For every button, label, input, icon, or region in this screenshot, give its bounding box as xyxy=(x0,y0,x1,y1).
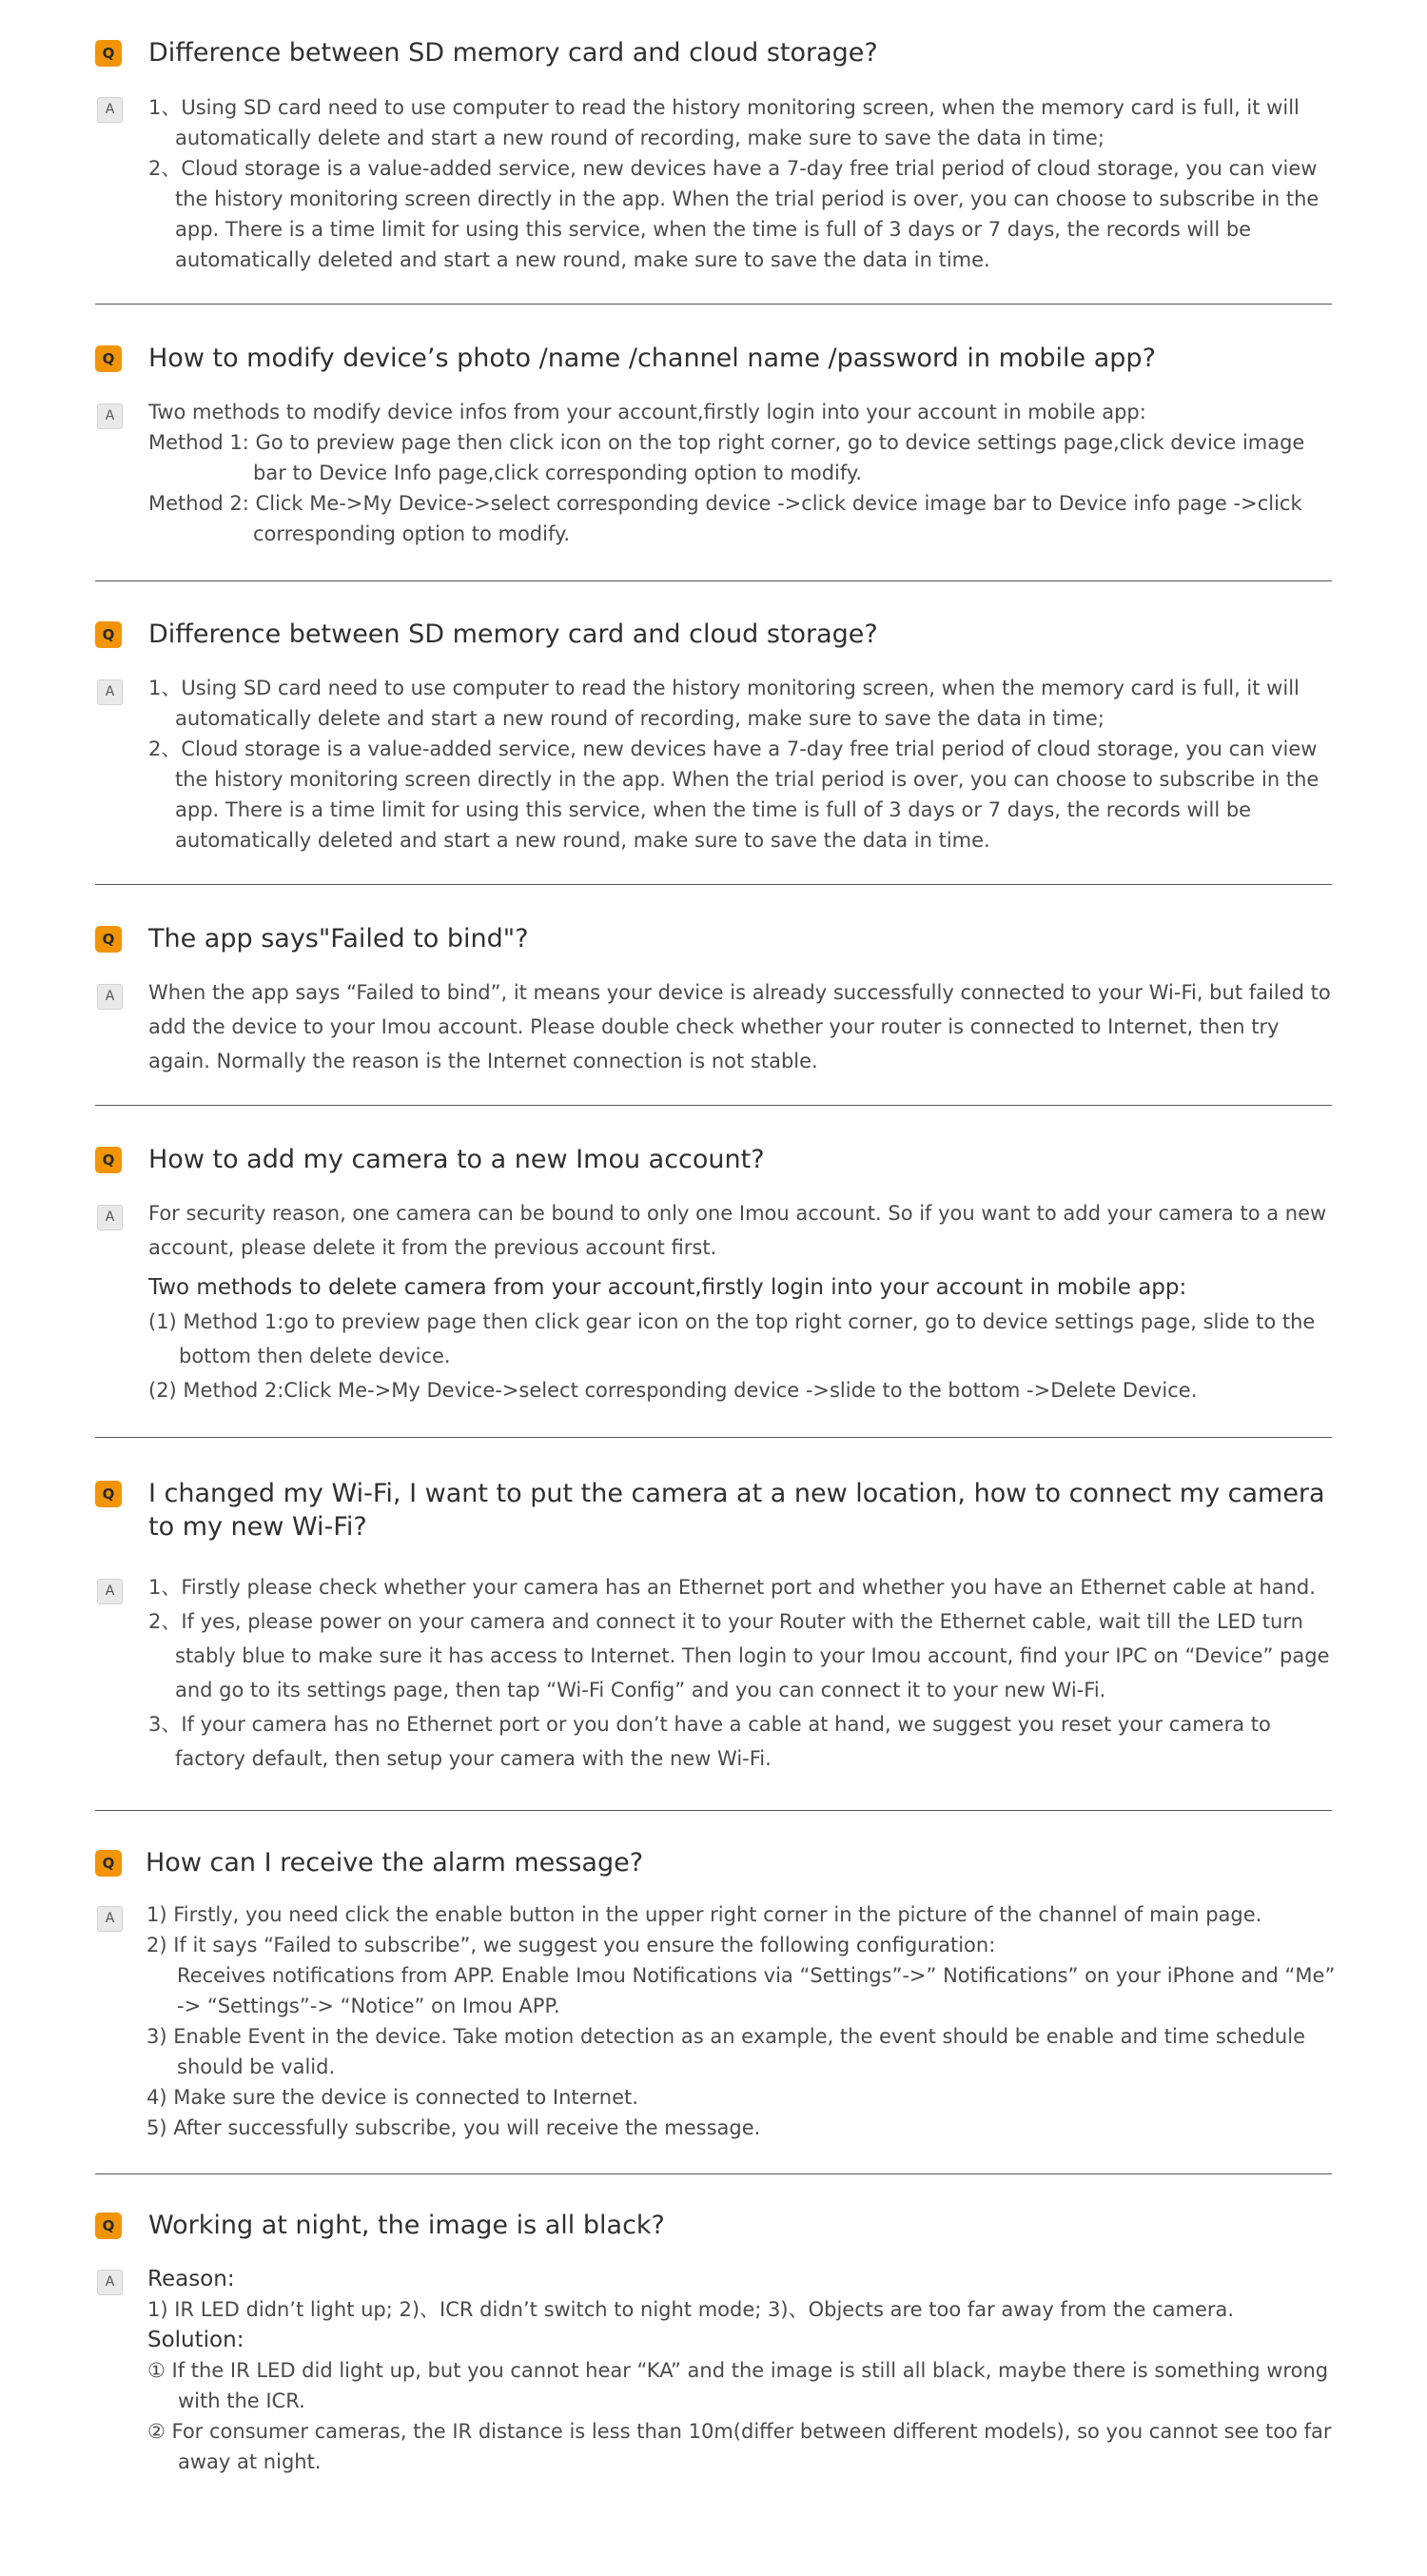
question-text: How to add my camera to a new Imou account? xyxy=(148,1145,765,1174)
answer-badge: A xyxy=(97,679,123,705)
answer-line: 2、Cloud storage is a value-added service, new devices have a 7-day free trial period of cloud storage, you can view the history monitoring screen directly in the app. When the trial period is over, you can choose to subscribe in the app. There is a time limit for using this service, when the time is full of 3 days or 7 days, the records will be automatically deleted and start a new round, make sure to save the data in time. xyxy=(148,157,1319,271)
answer-line: 1、Using SD card need to use computer to read the history monitoring screen, when the memory card is full, it will automatically delete and start a new round of recording, make sure to save the data in time; xyxy=(148,677,1300,730)
question-text: How can I receive the alarm message? xyxy=(146,1848,644,1878)
question-badge: Q xyxy=(95,926,122,953)
answer-body xyxy=(148,1196,1342,1407)
question-row xyxy=(95,2212,1332,2251)
question-text: The app says"Failed to bind"? xyxy=(148,924,529,954)
answer-line: When the app says “Failed to bind”, it means your device is already successfully connected to your Wi-Fi, but failed to add the device to your Imou account. Please double check whether your router is connected to Internet, then try again. Normally the reason is the Internet connection is not stable. xyxy=(148,981,1331,1072)
answer-badge: A xyxy=(97,2270,123,2295)
answer-badge: A xyxy=(97,1906,123,1932)
answer-line: 2、If yes, please power on your camera and connect it to your Router with the Ethernet cable, wait till the LED turn stably blue to make sure it has access to Internet. Then login to your Imou account, find your IPC on “Device” page and go to its settings page, then tap “Wi-Fi Config” and you can connect it to your new Wi-Fi. xyxy=(148,1610,1330,1701)
question-text: Difference between SD memory card and cloud storage? xyxy=(148,619,878,649)
section-divider xyxy=(95,1437,1332,1438)
answer-line: ① If the IR LED did light up, but you cannot hear “KA” and the image is still all black, maybe there is something wrong with the ICR. xyxy=(147,2359,1329,2412)
section-divider xyxy=(95,1810,1332,1811)
answer-line: Method 2: Click Me->My Device->select corresponding device ->click device image bar to Device info page ->click corresponding option to modify. xyxy=(148,492,1302,545)
question-row xyxy=(95,345,1332,383)
section-divider xyxy=(95,304,1332,305)
question-badge: Q xyxy=(95,1481,122,1507)
answer-line: 1) Firstly, you need click the enable button in the upper right corner in the picture of the channel of main page. xyxy=(147,1903,1262,1926)
question-row xyxy=(95,1147,1332,1185)
answer-body xyxy=(148,1570,1342,1776)
question-row xyxy=(95,40,1332,78)
answer-line: 5) After successfully subscribe, you will receive the message. xyxy=(147,2116,761,2139)
question-text: How to modify device’s photo /name /channel name /password in mobile app? xyxy=(148,344,1156,373)
answer-line: Receives notifications from APP. Enable Imou Notifications via “Settings”->” Notifications” on your iPhone and “Me” -> “Settings”-> “Notice” on Imou APP. xyxy=(177,1964,1336,2017)
answer-body xyxy=(148,975,1342,1078)
answer-body xyxy=(148,673,1342,855)
answer-subheading: Two methods to delete camera from your account,firstly login into your account in mobile app: xyxy=(148,1275,1187,1300)
answer-badge: A xyxy=(97,97,123,123)
answer-body xyxy=(148,92,1342,275)
section-divider xyxy=(95,884,1332,885)
question-badge: Q xyxy=(95,1850,122,1877)
answer-line: 1、Firstly please check whether your camera has an Ethernet port and whether you have an Ethernet cable at hand. xyxy=(148,1576,1316,1599)
answer-line: 2) If it says “Failed to subscribe”, we suggest you ensure the following configuration: xyxy=(147,1934,996,1957)
question-row xyxy=(95,1850,1332,1888)
question-row xyxy=(95,621,1332,659)
answer-line: For security reason, one camera can be bound to only one Imou account. So if you want to add your camera to a new account, please delete it from the previous account first. xyxy=(148,1202,1327,1259)
question-badge: Q xyxy=(95,1147,122,1173)
answer-body xyxy=(148,397,1342,549)
answer-line: (1) Method 1:go to preview page then click gear icon on the top right corner, go to device settings page, slide to the bottom then delete device. xyxy=(148,1310,1316,1367)
question-text: Difference between SD memory card and cloud storage? xyxy=(148,38,878,68)
answer-line: Two methods to modify device infos from your account,firstly login into your account in mobile app: xyxy=(148,401,1146,423)
answer-line: 4) Make sure the device is connected to Internet. xyxy=(147,2086,638,2109)
question-badge: Q xyxy=(95,2212,122,2239)
answer-line: (2) Method 2:Click Me->My Device->select corresponding device ->slide to the bottom ->Delete Device. xyxy=(148,1379,1198,1402)
answer-line: 1、Using SD card need to use computer to read the history monitoring screen, when the memory card is full, it will automatically delete and start a new round of recording, make sure to save the data in time; xyxy=(148,96,1300,149)
answer-badge: A xyxy=(97,1579,123,1604)
section-divider xyxy=(95,2173,1332,2174)
answer-line: ② For consumer cameras, the IR distance is less than 10m(differ between different models), so you cannot see too far away at night. xyxy=(147,2420,1332,2473)
answer-subheading: Reason: xyxy=(147,2267,235,2291)
answer-line: 3、If your camera has no Ethernet port or you don’t have a cable at hand, we suggest you reset your camera to factory default, then setup your camera with the new Wi-Fi. xyxy=(148,1713,1271,1770)
answer-line: 1) IR LED didn’t light up; 2)、ICR didn’t switch to night mode; 3)、Objects are too far away from the camera. xyxy=(147,2298,1235,2321)
section-divider xyxy=(95,1105,1332,1106)
answer-line: 3) Enable Event in the device. Take motion detection as an example, the event should be enable and time schedule should be valid. xyxy=(147,2025,1305,2078)
answer-badge: A xyxy=(97,1205,123,1230)
question-badge: Q xyxy=(95,345,122,372)
answer-badge: A xyxy=(97,403,123,429)
answer-body xyxy=(147,2264,1341,2477)
question-badge: Q xyxy=(95,40,122,67)
question-row xyxy=(95,926,1332,964)
question-text: Working at night, the image is all black? xyxy=(148,2211,665,2240)
question-badge: Q xyxy=(95,621,122,648)
question-text: I changed my Wi-Fi, I want to put the camera at a new location, how to connect my camera to my new Wi-Fi? xyxy=(148,1479,1325,1542)
answer-body xyxy=(147,1899,1340,2143)
answer-line: Method 1: Go to preview page then click icon on the top right corner, go to device settings page,click device image bar to Device Info page,click corresponding option to modify. xyxy=(148,431,1305,484)
section-divider xyxy=(95,580,1332,581)
answer-badge: A xyxy=(97,984,123,1010)
answer-line: 2、Cloud storage is a value-added service, new devices have a 7-day free trial period of cloud storage, you can view the history monitoring screen directly in the app. When the trial period is over, you can choose to subscribe in the app. There is a time limit for using this service, when the time is full of 3 days or 7 days, the records will be automatically deleted and start a new round, make sure to save the data in time. xyxy=(148,737,1319,852)
answer-subheading: Solution: xyxy=(147,2328,244,2352)
question-row xyxy=(95,1479,1332,1542)
